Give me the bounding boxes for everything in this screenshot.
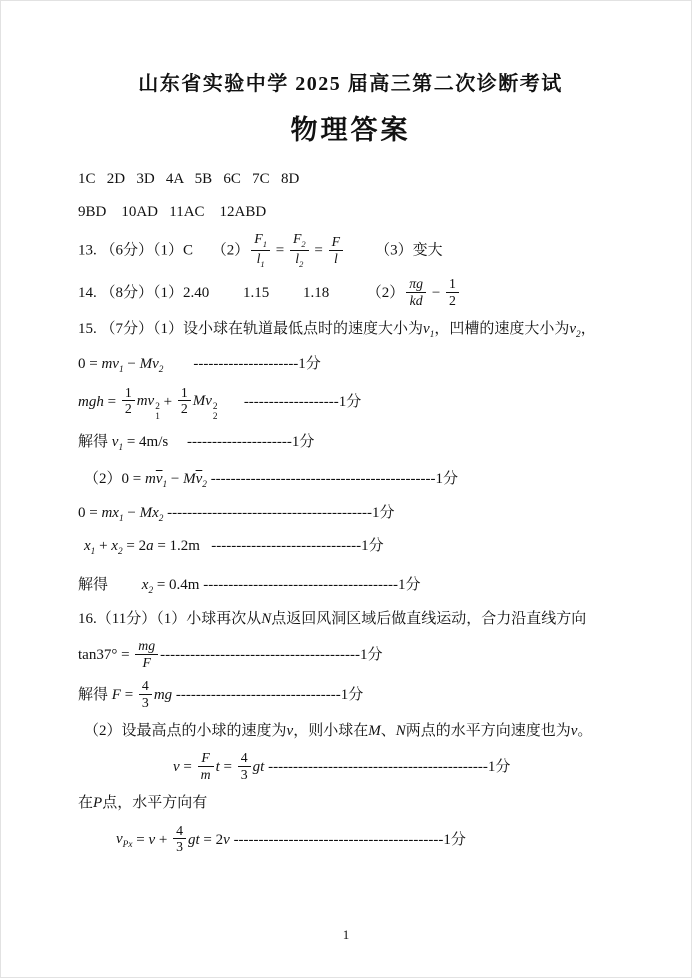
- question-15-part1-setup: 15. （7分）（1）设小球在轨道最低点时的速度大小为$v_1$，凹槽的速度大小为$v_2$，: [78, 320, 596, 340]
- page-number: 1: [342, 927, 350, 942]
- question-16-part2-setup: （2）设最高点的小球的速度为v，则小球在M、N两点的水平方向速度也为v。: [84, 722, 593, 739]
- p-point-statement: 在P点，水平方向有: [78, 795, 208, 812]
- fraction: $\frac{F_2}{l_2}$: [290, 231, 309, 269]
- eq-v1-result: 解得 $v_1 = 4m/s$ ---------------------1分: [78, 433, 315, 453]
- choice-answers-9-12: 9BD 10AD 11AC 12ABD: [78, 203, 267, 220]
- eq-v-horizontal: v = $\frac{F}{m}$ t = $\frac{4}{3}$ gt --------------------------------------------1分: [173, 750, 511, 783]
- eq-x2-result: 解得 $x_2 = 0.4m$ ---------------------------------------1分: [78, 577, 421, 597]
- eq-displacement-sum: $x_1 + x_2 = 2a = 1.2m$ ------------------------------1分: [84, 538, 384, 558]
- fraction: $\frac{mg}{F}$: [135, 638, 158, 671]
- document-subtitle: 物理答案: [290, 115, 411, 145]
- eq-vpx: $v_{Px} = v$ + $\frac{4}{3}$ gt = 2v ------------------------------------------1分: [116, 822, 466, 855]
- fraction: $\frac{\pi g}{kd}$: [406, 276, 426, 309]
- question-16-part1-setup: 16.（11分）（1）小球再次从N点返回风洞区域后做直线运动，合力沿直线方向: [78, 610, 587, 627]
- eq-displacement-relation: $0 = mx_1 - Mx_2$ -----------------------------------------1分: [78, 504, 395, 524]
- question-13-answer: 13. （6分）（1）C （2） $\frac{F_1}{l_1}$ = $\frac{F_2}{l_2}$ = $\frac{F}{l}$ （3）变大: [78, 231, 443, 269]
- choice-answers-1-8: 1C 2D 3D 4A 5B 6C 7C 8D: [78, 171, 300, 187]
- eq-F-result: 解得 F = $\frac{4}{3}$ mg ---------------------------------1分: [78, 678, 364, 711]
- fraction: $\frac{4}{3}$: [173, 823, 186, 856]
- fraction: $\frac{1}{2}$: [446, 276, 459, 309]
- fraction: $\frac{F_1}{l_1}$: [251, 231, 270, 269]
- fraction: $\frac{4}{3}$: [238, 750, 251, 783]
- fraction: $\frac{4}{3}$: [139, 678, 152, 711]
- question-14-answer: 14. （8分）（1）2.40 1.15 1.18 （2） $\frac{\pi g}{kd}$ − $\frac{1}{2}$: [78, 277, 623, 310]
- fraction: $\frac{F}{m}$: [198, 750, 214, 783]
- eq-momentum-conservation: $0 = mv_1 - Mv_2$ ---------------------1分: [78, 355, 321, 375]
- answer-content: [78, 167, 623, 856]
- eq-energy-conservation: mgh = $\frac{1}{2}$ mv 2 1 + $\frac{1}{2}$ Mv 2 2 -------------------1分: [78, 384, 362, 423]
- fraction: $\frac{1}{2}$: [178, 385, 191, 418]
- document-title: 山东省实验中学 2025 届高三第二次诊断考试: [138, 73, 563, 95]
- eq-tan37: tan37° = $\frac{mg}{F}$ ----------------------------------------1分: [78, 638, 383, 671]
- fraction: $\frac{F}{l}$: [329, 234, 343, 267]
- fraction: $\frac{1}{2}$: [122, 385, 135, 418]
- eq-avg-momentum: $(2)0 = m\overline{v}_1 - M\overline{v}_2$ ---------------------------------------------1分: [84, 470, 458, 490]
